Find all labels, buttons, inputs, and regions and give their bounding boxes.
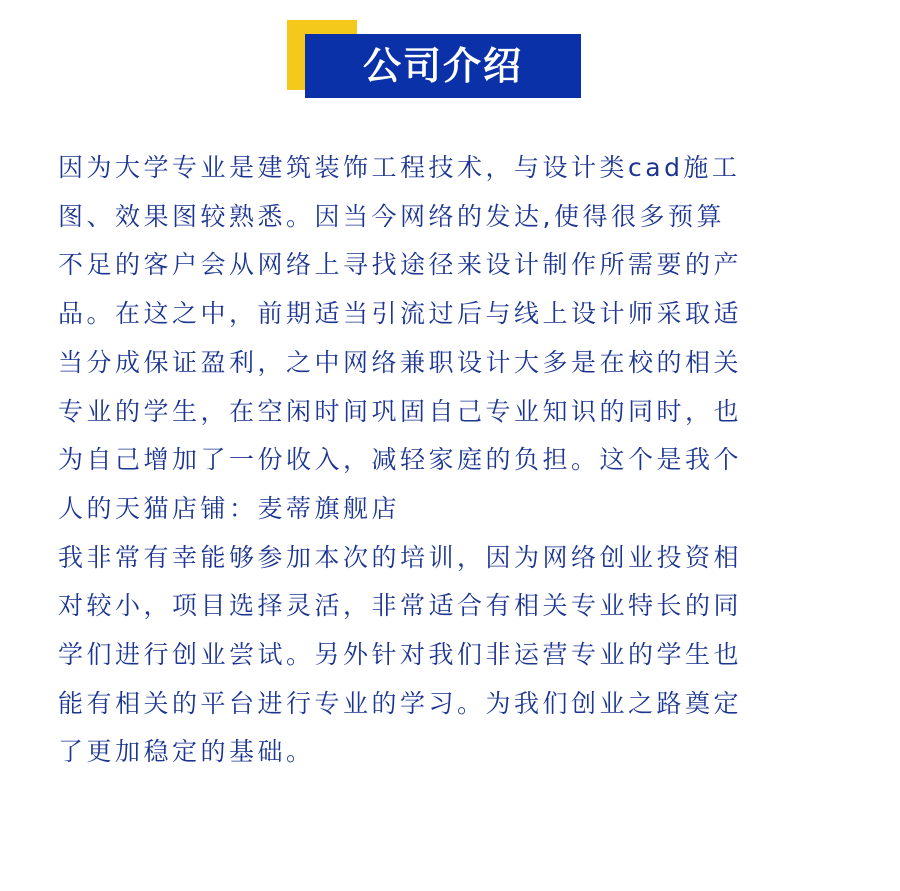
text-line: 对较小，项目选择灵活，非常适合有相关专业特长的同: [58, 591, 743, 621]
text-line: 专业的学生，在空闲时间巩固自己专业知识的同时，也: [58, 396, 743, 426]
text-line: 了更加稳定的基础。: [58, 737, 315, 767]
company-intro-text: [58, 144, 858, 777]
header-title-box: [305, 34, 581, 98]
text-line: 因为大学专业是建筑装饰工程技术，与设计类cad施工: [58, 153, 741, 182]
text-line: 为自己增加了一份收入，减轻家庭的负担。这个是我个: [58, 445, 743, 475]
section-header: [287, 20, 581, 100]
text-line: 当分成保证盈利，之中网络兼职设计大多是在校的相关: [58, 347, 743, 377]
text-line: 品。在这之中，前期适当引流过后与线上设计师采取适: [58, 299, 743, 329]
text-line: 人的天猫店铺：麦蒂旗舰店: [58, 493, 401, 523]
page-title: 公司介绍: [362, 44, 523, 88]
text-line: 能有相关的平台进行专业的学习。为我们创业之路奠定: [58, 688, 743, 718]
text-line: 不足的客户会从网络上寻找途径来设计制作所需要的产: [58, 250, 743, 280]
text-line: 我非常有幸能够参加本次的培训，因为网络创业投资相: [58, 542, 743, 572]
text-line: 图、效果图较熟悉。因当今网络的发达,使得很多预算: [58, 201, 725, 231]
text-line: 学们进行创业尝试。另外针对我们非运营专业的学生也: [58, 640, 743, 670]
